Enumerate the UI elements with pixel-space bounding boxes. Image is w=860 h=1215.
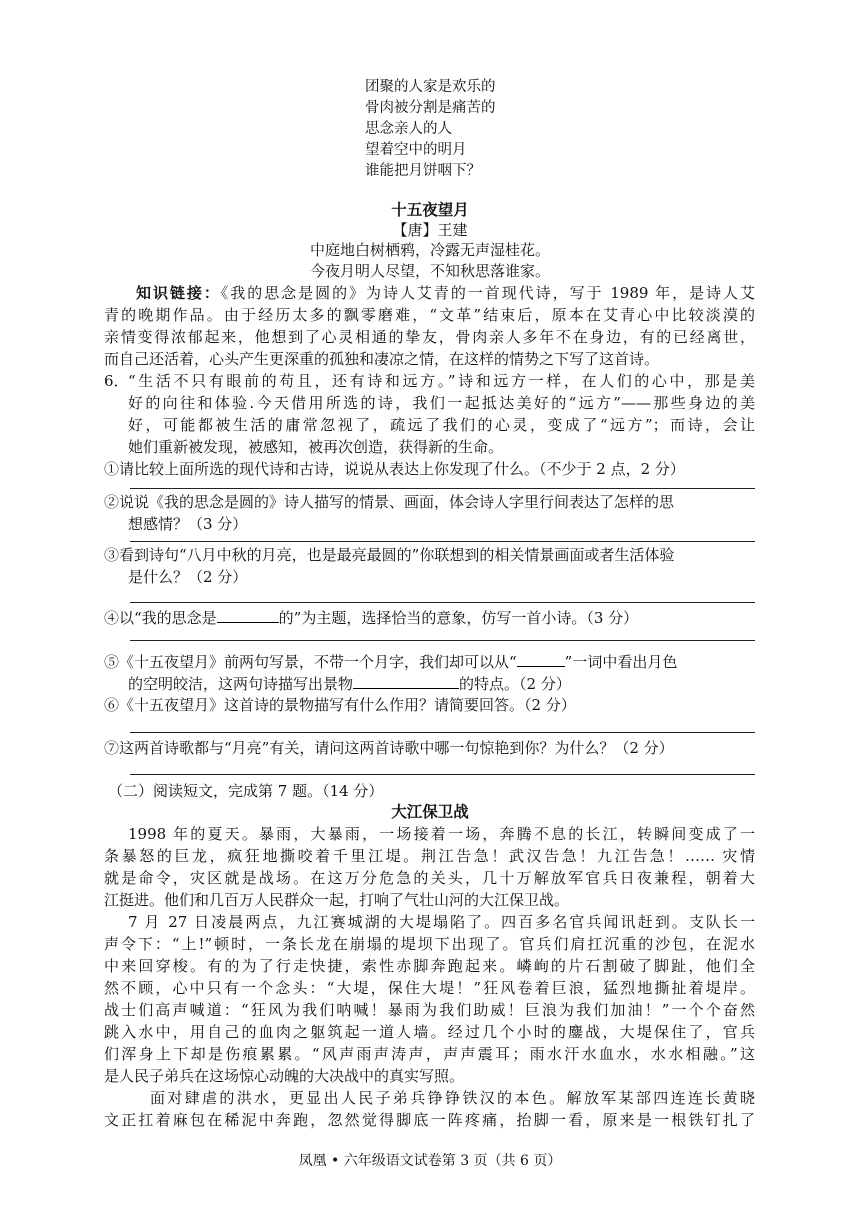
knowledge-line	[136, 282, 755, 304]
poem-title: 十五夜望月	[391, 200, 469, 219]
subquestion-5-text: 的特点。（2 分）	[459, 675, 571, 693]
fill-blank[interactable]	[217, 606, 279, 623]
knowledge-line: 而自己还活着，心头产生更深重的孤独和凄凉之情，在这样的情势之下写了这首诗。	[104, 350, 660, 368]
article-line: 1998 年的夏天。暴雨，大暴雨，一场接着一场，奔腾不息的长江，转瞬间变成了一	[128, 825, 755, 843]
subquestion-3-cont: 是什么？（2 分）	[128, 568, 248, 586]
article-line: 江挺进。他们和几百万人民群众一起，打响了气壮山河的大江保卫战。	[104, 891, 570, 909]
answer-line[interactable]	[130, 541, 755, 542]
knowledge-text: 《我的思念是圆的》为诗人艾青的一首现代诗，写于 1989 年，是诗人艾	[220, 284, 755, 302]
subquestion-5-text: ”一词中看出月色	[564, 653, 678, 671]
knowledge-line: 亲情变得浓郁起来，他想到了心灵相通的挚友，骨肉亲人多年不在身边，有的已经离世，	[104, 328, 755, 346]
section-heading: （二）阅读短文，完成第 7 题。（14 分）	[108, 782, 384, 800]
article-line: 7 月 27 日凌晨两点，九江赛城湖的大堤塌陷了。四百多名官兵闻讯赶到。支队长一	[128, 913, 755, 931]
answer-line[interactable]	[130, 732, 755, 733]
poem-author: 【唐】王建	[392, 221, 468, 239]
article-line: 战士们高声喊道：“狂风为我们呐喊！暴雨为我们助威！巨浪为我们加油！”一个个奋然	[104, 1001, 755, 1019]
subquestion-2: ②说说《我的思念是圆的》诗人描写的情景、画面，体会诗人字里行间表达了怎样的思	[104, 493, 675, 511]
subquestion-3: ③看到诗句“八月中秋的月亮，也是最亮最圆的”你联想到的相关情景画面或者生活体验	[104, 546, 675, 564]
article-line: 文正扛着麻包在稀泥中奔跑，忽然觉得脚底一阵疼痛，抬脚一看，原来是一根铁钉扎了	[104, 1111, 755, 1129]
subquestion-7: ⑦这两首诗歌都与“月亮”有关，请问这两首诗歌中哪一句惊艳到你？为什么？（2 分）	[104, 739, 674, 757]
question-text: 她们重新被发现，被感知，被再次创造，获得新的生命。	[128, 438, 504, 456]
knowledge-line: 青的晚期作品。由于经历太多的飘零磨难，“文革”结束后，原本在艾青心中比较淡漠的	[104, 306, 755, 324]
answer-line[interactable]	[130, 602, 755, 603]
subquestion-6: ⑥《十五夜望月》这首诗的景物描写有什么作用？请简要回答。（2 分）	[104, 696, 576, 714]
answer-line[interactable]	[130, 640, 755, 641]
subquestion-4-text: ④以“我的思念是	[104, 609, 217, 627]
subquestion-5	[104, 650, 677, 673]
article-line: 们浑身上下却是伤痕累累。“风声雨声涛声，声声震耳；雨水汗水血水，水水相融。”这	[104, 1045, 755, 1063]
question-text: “生活不只有眼前的苟且，还有诗和远方。”诗和远方一样，在人们的心中，那是美	[128, 372, 755, 390]
subquestion-2-cont: 想感情？（3 分）	[128, 515, 248, 533]
answer-line[interactable]	[130, 774, 755, 775]
article-line: 是人民子弟兵在这场惊心动魄的大决战中的真实写照。	[104, 1067, 465, 1085]
article-line: 中来回穿梭。有的为了行走快捷，索性赤脚奔跑起来。嶙峋的片石割破了脚趾，他们全	[104, 957, 755, 975]
subquestion-5-text: ⑤《十五夜望月》前两句写景，不带一个月字，我们却可以从“	[104, 653, 517, 671]
answer-line[interactable]	[130, 488, 755, 489]
poem-line: 望着空中的明月	[365, 142, 467, 158]
poem-line: 谁能把月饼咽下？	[365, 163, 481, 179]
poem-line: 思念亲人的人	[365, 121, 452, 137]
article-title: 大江保卫战	[391, 802, 469, 821]
subquestion-4-text: 的”为主题，选择恰当的意象，仿写一首小诗。（3 分）	[278, 609, 639, 627]
article-line: 然不顾，心中只有一个念头：“大堤，保住大堤！”狂风卷着巨浪，猛烈地撕扯着堤岸。	[104, 979, 755, 997]
article-line: 条暴怒的巨龙，疯狂地撕咬着千里江堤。荆江告急！武汉告急！九江告急！…… 灾情	[104, 847, 755, 865]
page-footer: 凤凰 • 六年级语文试卷第 3 页（共 6 页）	[298, 1153, 562, 1169]
fill-blank[interactable]	[353, 672, 459, 689]
poem-line: 今夜月明人尽望，不知秋思落谁家。	[309, 262, 550, 280]
poem-line: 骨肉被分割是痛苦的	[365, 100, 496, 116]
article-line: 声令下：“上!”顿时，一条长龙在崩塌的堤坝下出现了。官兵们肩扛沉重的沙包，在泥水	[104, 935, 755, 953]
fill-blank[interactable]	[517, 650, 565, 667]
question-text: 好，可能都被生活的庸常忽视了，疏远了我们的心灵，变成了“远方”；而诗，会让	[128, 416, 755, 434]
article-line: 就是命令，灾区就是战场。在这万分危急的关头，几十万解放军官兵日夜兼程，朝着大	[104, 869, 755, 887]
subquestion-5-text: 的空明皎洁，这两句诗描写出景物	[128, 675, 354, 693]
knowledge-label: 知识链接：	[136, 284, 221, 302]
poem-line: 团聚的人家是欢乐的	[365, 79, 496, 95]
subquestion-5-cont	[128, 672, 571, 695]
article-line: 跳入水中，用自己的血肉之躯筑起一道人墙。经过几个小时的鏖战，大堤保住了，官兵	[104, 1023, 755, 1041]
subquestion-4	[104, 606, 638, 629]
poem-line: 中庭地白树栖鸦，冷露无声湿桂花。	[309, 241, 550, 259]
subquestion-1: ①请比较上面所选的现代诗和古诗，说说从表达上你发现了什么。（不少于 2 点，2 分）	[104, 460, 685, 478]
article-line: 面对肆虐的洪水，更显出人民子弟兵铮铮铁汉的本色。解放军某部四连连长黄晓	[150, 1089, 755, 1107]
question-text: 好的向往和体验.今天借用所选的诗，我们一起抵达美好的“远方”——那些身边的美	[128, 394, 755, 412]
question-number: 6．	[104, 372, 129, 390]
